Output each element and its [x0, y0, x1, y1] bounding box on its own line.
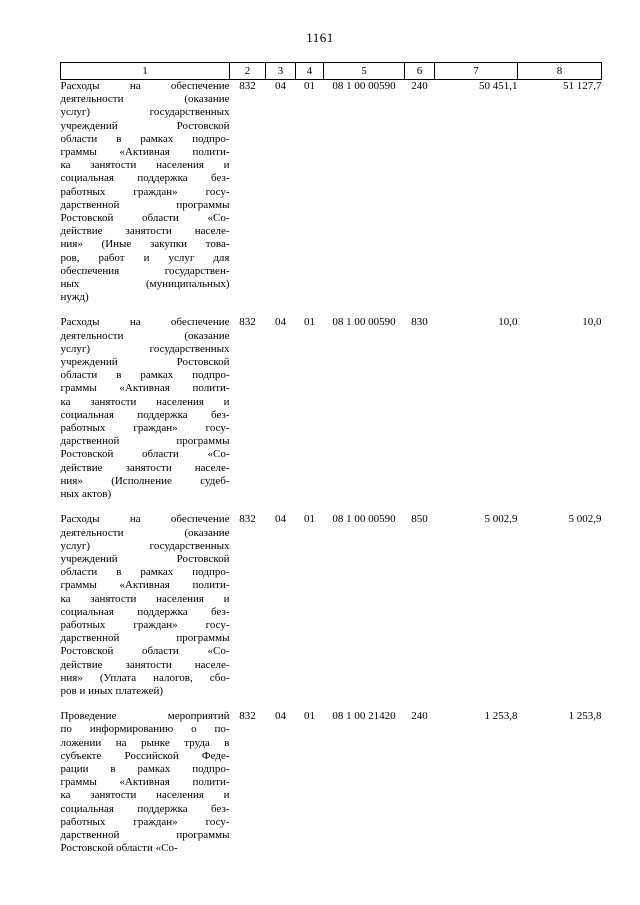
description-line: области в рамках подпро- — [60, 566, 230, 579]
description-line: дарственной программы — [60, 632, 230, 645]
header-col-8: 8 — [518, 63, 602, 80]
description-line: ния» (Исполнение судеб- — [60, 474, 230, 487]
description-line: ка занятости населения и — [60, 789, 230, 802]
target-article-code: 08 1 00 21420 — [332, 710, 396, 723]
section-code: 04 — [275, 316, 286, 329]
description-line: действие занятости населе- — [60, 461, 230, 474]
chapter-code: 832 — [239, 513, 256, 526]
description-line: услуг) государственных — [60, 106, 230, 119]
description-line: Проведение мероприятий — [60, 710, 230, 723]
amount-year-2: 5 002,9 — [568, 513, 602, 526]
target-article-code: 08 1 00 00590 — [332, 80, 396, 92]
header-col-3: 3 — [266, 63, 296, 80]
table-row — [61, 316, 602, 513]
description-line: Ростовской области «Со- — [60, 212, 230, 225]
description-line: дарственной программы — [60, 435, 230, 448]
row-description — [61, 710, 230, 867]
table-row — [61, 80, 602, 317]
description-line: граммы «Активная полити- — [60, 776, 230, 789]
amount-year-2: 1 253,8 — [568, 710, 602, 723]
description-line: дарственной программы — [60, 828, 230, 841]
description-line: учреждений Ростовской — [60, 119, 230, 132]
description-line: учреждений Ростовской — [60, 552, 230, 565]
row-description — [61, 513, 230, 710]
description-line: граммы «Активная полити- — [60, 146, 230, 159]
header-col-7: 7 — [435, 63, 518, 80]
description-line: работных граждан» госу- — [60, 422, 230, 435]
description-line: ных (муниципальных) — [60, 278, 230, 291]
header-col-5: 5 — [324, 63, 405, 80]
table-row — [61, 513, 602, 710]
description-line: нужд) — [60, 291, 89, 304]
description-line: социальная поддержка без- — [60, 802, 230, 815]
description-line: Расходы на обеспечение — [60, 80, 230, 92]
target-article-code: 08 1 00 00590 — [332, 513, 396, 526]
expense-type-code: 850 — [411, 513, 428, 526]
header-col-6: 6 — [405, 63, 435, 80]
description-line: обеспечения государствен- — [60, 264, 230, 277]
row-description — [61, 80, 230, 317]
description-line: Расходы на обеспечение — [60, 316, 230, 329]
description-line: Ростовской области «Со- — [60, 448, 230, 461]
amount-year-1: 1 253,8 — [484, 710, 518, 723]
description-line: деятельности (оказание — [60, 329, 230, 342]
description-line: рации в рамках подпро- — [60, 762, 230, 775]
description-line: ров и иных платежей) — [60, 684, 164, 697]
header-col-1: 1 — [61, 63, 230, 80]
row-description — [61, 316, 230, 513]
description-line: ка занятости населения и — [60, 592, 230, 605]
description-line: социальная поддержка без- — [60, 408, 230, 421]
description-line: услуг) государственных — [60, 539, 230, 552]
header-row — [61, 63, 602, 80]
description-line: Расходы на обеспечение — [60, 513, 230, 526]
chapter-code: 832 — [239, 710, 256, 723]
expense-type-code: 830 — [411, 316, 428, 329]
table-row — [61, 710, 602, 867]
description-line: Ростовской области «Со- — [60, 645, 230, 658]
description-line: услуг) государственных — [60, 342, 230, 355]
description-line: работных граждан» госу- — [60, 815, 230, 828]
description-line: действие занятости населе- — [60, 658, 230, 671]
chapter-code: 832 — [239, 316, 256, 329]
expense-type-code: 240 — [411, 710, 428, 723]
description-line: работных граждан» госу- — [60, 618, 230, 631]
description-line: дарственной программы — [60, 198, 230, 211]
section-code: 04 — [275, 513, 286, 526]
section-code: 04 — [275, 710, 286, 723]
description-line: ния» (Иные закупки това- — [60, 238, 230, 251]
subsection-code: 01 — [304, 710, 315, 723]
description-line: ка занятости населения и — [60, 395, 230, 408]
header-col-2: 2 — [230, 63, 266, 80]
description-line: учреждений Ростовской — [60, 356, 230, 369]
description-line: социальная поддержка без- — [60, 172, 230, 185]
description-line: граммы «Активная полити- — [60, 579, 230, 592]
subsection-code: 01 — [304, 316, 315, 329]
amount-year-1: 10,0 — [498, 316, 518, 329]
section-code: 04 — [275, 80, 286, 92]
description-line: ния» (Уплата налогов, сбо- — [60, 671, 230, 684]
description-line: Ростовской области «Со- — [60, 842, 178, 855]
amount-year-1: 5 002,9 — [484, 513, 518, 526]
description-line: области в рамках подпро- — [60, 132, 230, 145]
description-line: граммы «Активная полити- — [60, 382, 230, 395]
budget-table — [60, 62, 602, 867]
description-line: социальная поддержка без- — [60, 605, 230, 618]
subsection-code: 01 — [304, 513, 315, 526]
description-line: по информированию о по- — [60, 723, 230, 736]
description-line: деятельности (оказание — [60, 93, 230, 106]
description-line: действие занятости населе- — [60, 225, 230, 238]
page-number: 1161 — [306, 30, 334, 45]
description-line: ров, работ и услуг для — [60, 251, 230, 264]
subsection-code: 01 — [304, 80, 315, 92]
amount-year-2: 10,0 — [582, 316, 602, 329]
amount-year-1: 50 451,1 — [479, 80, 518, 92]
description-line: ных актов) — [60, 488, 112, 501]
chapter-code: 832 — [239, 80, 256, 92]
description-line: ложении на рынке труда в — [60, 736, 230, 749]
target-article-code: 08 1 00 00590 — [332, 316, 396, 329]
header-col-4: 4 — [296, 63, 324, 80]
description-line: деятельности (оказание — [60, 526, 230, 539]
description-line: области в рамках подпро- — [60, 369, 230, 382]
expense-type-code: 240 — [411, 80, 428, 92]
amount-year-2: 51 127,7 — [563, 80, 602, 92]
description-line: работных граждан» госу- — [60, 185, 230, 198]
description-line: субъекте Российской Феде- — [60, 749, 230, 762]
description-line: ка занятости населения и — [60, 159, 230, 172]
